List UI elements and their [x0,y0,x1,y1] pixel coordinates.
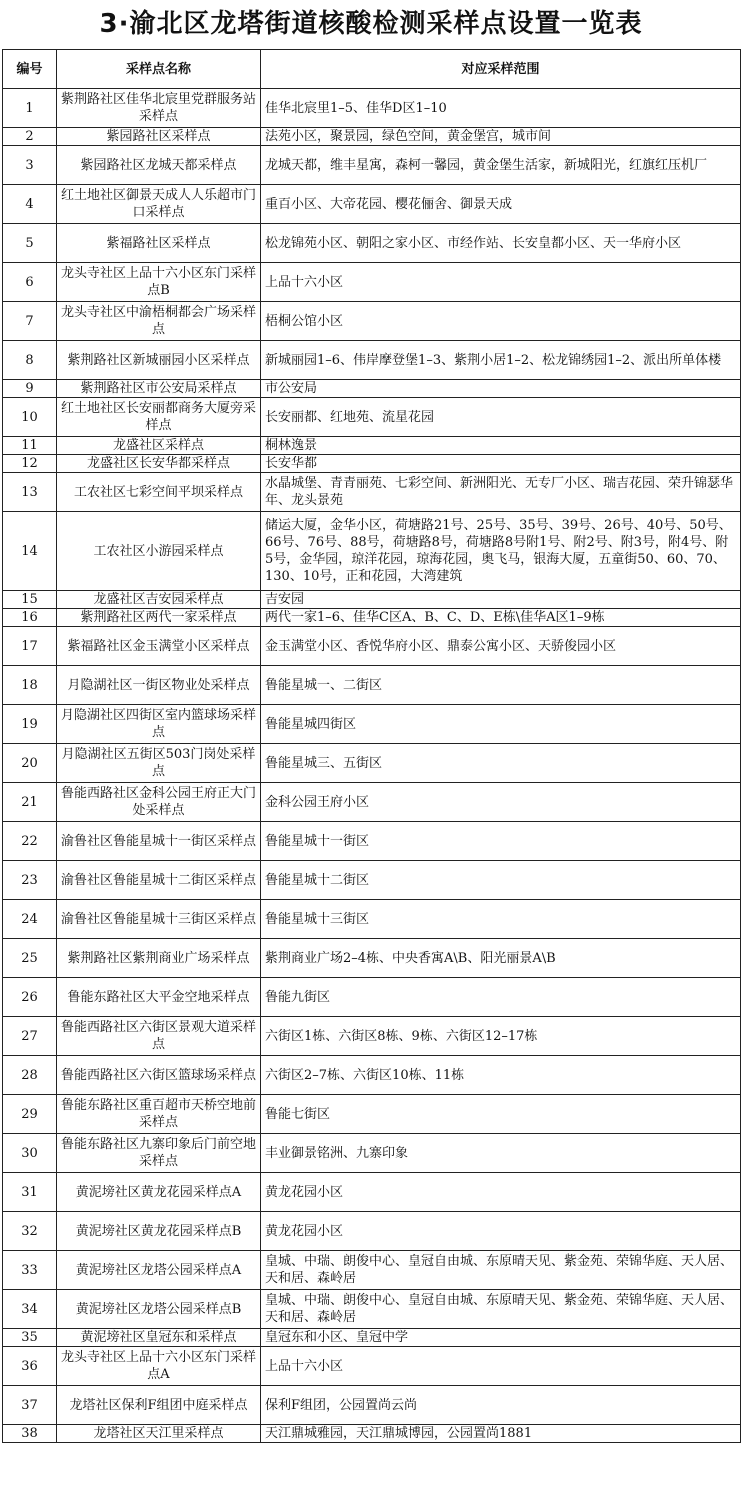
cell-site-name: 鲁能西路社区六街区篮球场采样点 [57,1056,261,1095]
cell-coverage-scope: 皇冠东和小区、皇冠中学 [261,1329,741,1347]
cell-coverage-scope: 鲁能七街区 [261,1095,741,1134]
table-row [3,263,741,302]
cell-coverage-scope: 长安华都 [261,455,741,473]
cell-number: 11 [3,437,57,455]
cell-coverage-scope: 水晶城堡、青青丽苑、七彩空间、新洲阳光、无专厂小区、瑞吉花园、荣升锦瑟华年、龙头景苑 [261,473,741,512]
table-row [3,627,741,666]
cell-coverage-scope: 新城丽园1–6、伟岸摩登堡1–3、紫荆小居1–2、松龙锦绣园1–2、派出所单体楼 [261,341,741,380]
cell-site-name: 紫荆路社区佳华北宸里党群服务站采样点 [57,89,261,128]
cell-site-name: 月隐湖社区四街区室内篮球场采样点 [57,705,261,744]
cell-site-name: 红土地社区御景天成人人乐超市门口采样点 [57,185,261,224]
cell-coverage-scope: 鲁能星城十一街区 [261,822,741,861]
cell-coverage-scope: 六街区2–7栋、六街区10栋、11栋 [261,1056,741,1095]
cell-site-name: 鲁能东路社区大平金空地采样点 [57,978,261,1017]
cell-number: 32 [3,1212,57,1251]
cell-number: 35 [3,1329,57,1347]
cell-site-name: 黄泥塝社区龙塔公园采样点B [57,1290,261,1329]
cell-number: 36 [3,1347,57,1386]
cell-coverage-scope: 松龙锦苑小区、朝阳之家小区、市经作站、长安皇都小区、天一华府小区 [261,224,741,263]
cell-site-name: 月隐湖社区一街区物业处采样点 [57,666,261,705]
cell-number: 27 [3,1017,57,1056]
table-row [3,939,741,978]
table-row [3,783,741,822]
cell-number: 10 [3,398,57,437]
cell-number: 21 [3,783,57,822]
cell-site-name: 龙盛社区吉安园采样点 [57,591,261,609]
cell-number: 26 [3,978,57,1017]
cell-number: 19 [3,705,57,744]
cell-number: 28 [3,1056,57,1095]
table-row [3,302,741,341]
cell-site-name: 黄泥塝社区龙塔公园采样点A [57,1251,261,1290]
cell-site-name: 紫福路社区金玉满堂小区采样点 [57,627,261,666]
table-row [3,1386,741,1425]
cell-number: 9 [3,380,57,398]
cell-coverage-scope: 鲁能星城三、五街区 [261,744,741,783]
cell-number: 7 [3,302,57,341]
cell-site-name: 龙盛社区长安华都采样点 [57,455,261,473]
cell-coverage-scope: 储运大厦，金华小区，荷塘路21号、25号、35号、39号、26号、40号、50号、66号、76号、88号，荷塘路8号，荷塘路8号附1号、附2号、附3号，附4号、附5号，金华园，琼洋花园，琼海花园，奥飞马，银海大厦，五童街50、60、70、130、10号，正和花园，大湾建筑 [261,512,741,591]
table-row [3,1095,741,1134]
table-row [3,666,741,705]
cell-site-name: 鲁能西路社区六街区景观大道采样点 [57,1017,261,1056]
cell-number: 15 [3,591,57,609]
cell-coverage-scope: 梧桐公馆小区 [261,302,741,341]
table-row [3,437,741,455]
table-row [3,185,741,224]
table-body [3,89,741,1443]
cell-coverage-scope: 保利F组团，公园置尚云尚 [261,1386,741,1425]
cell-number: 13 [3,473,57,512]
table-row [3,861,741,900]
table-row [3,705,741,744]
cell-site-name: 鲁能东路社区九寨印象后门前空地采样点 [57,1134,261,1173]
table-row [3,1329,741,1347]
cell-site-name: 龙头寺社区上品十六小区东门采样点A [57,1347,261,1386]
table-row [3,380,741,398]
cell-coverage-scope: 金科公园王府小区 [261,783,741,822]
cell-site-name: 龙盛社区采样点 [57,437,261,455]
table-row [3,978,741,1017]
cell-site-name: 红土地社区长安丽都商务大厦旁采样点 [57,398,261,437]
cell-number: 3 [3,146,57,185]
cell-number: 25 [3,939,57,978]
cell-site-name: 紫荆路社区市公安局采样点 [57,380,261,398]
table-row [3,1134,741,1173]
cell-coverage-scope: 法苑小区，聚景园，绿色空间，黄金堡宫，城市间 [261,128,741,146]
cell-number: 31 [3,1173,57,1212]
table-row [3,1212,741,1251]
cell-coverage-scope: 上品十六小区 [261,263,741,302]
table-row [3,1425,741,1443]
cell-number: 38 [3,1425,57,1443]
cell-site-name: 黄泥塝社区黄龙花园采样点B [57,1212,261,1251]
table-row [3,128,741,146]
cell-coverage-scope: 鲁能星城十三街区 [261,900,741,939]
cell-site-name: 鲁能西路社区金科公园王府正大门处采样点 [57,783,261,822]
cell-number: 20 [3,744,57,783]
cell-coverage-scope: 吉安园 [261,591,741,609]
cell-site-name: 紫荆路社区紫荆商业广场采样点 [57,939,261,978]
cell-number: 16 [3,609,57,627]
cell-site-name: 紫荆路社区新城丽园小区采样点 [57,341,261,380]
cell-site-name: 渝鲁社区鲁能星城十一街区采样点 [57,822,261,861]
cell-coverage-scope: 两代一家1–6、佳华C区A、B、C、D、E栋\佳华A区1–9栋 [261,609,741,627]
table-row [3,512,741,591]
cell-number: 2 [3,128,57,146]
cell-site-name: 黄泥塝社区黄龙花园采样点A [57,1173,261,1212]
cell-number: 8 [3,341,57,380]
cell-number: 30 [3,1134,57,1173]
table-row [3,1347,741,1386]
table-row [3,1251,741,1290]
table-row [3,591,741,609]
table-header-row [3,50,741,89]
cell-coverage-scope: 丰业御景铭洲、九寨印象 [261,1134,741,1173]
table-row [3,224,741,263]
cell-coverage-scope: 鲁能星城一、二街区 [261,666,741,705]
cell-site-name: 紫福路社区采样点 [57,224,261,263]
cell-number: 24 [3,900,57,939]
cell-coverage-scope: 皇城、中瑞、朗俊中心、皇冠自由城、东原晴天见、紫金苑、荣锦华庭、天人居、天和居、森岭居 [261,1290,741,1329]
cell-coverage-scope: 上品十六小区 [261,1347,741,1386]
cell-coverage-scope: 天江鼎城雅园，天江鼎城博园，公园置尚1881 [261,1425,741,1443]
header-site-name: 采样点名称 [57,50,261,89]
cell-site-name: 鲁能东路社区重百超市天桥空地前采样点 [57,1095,261,1134]
table-row [3,1290,741,1329]
table-row [3,455,741,473]
cell-coverage-scope: 黄龙花园小区 [261,1212,741,1251]
cell-site-name: 紫园路社区龙城天都采样点 [57,146,261,185]
cell-coverage-scope: 黄龙花园小区 [261,1173,741,1212]
header-coverage-scope: 对应采样范围 [261,50,741,89]
table-row [3,398,741,437]
cell-number: 4 [3,185,57,224]
cell-number: 12 [3,455,57,473]
header-number: 编号 [3,50,57,89]
cell-site-name: 龙头寺社区上品十六小区东门采样点B [57,263,261,302]
cell-site-name: 渝鲁社区鲁能星城十三街区采样点 [57,900,261,939]
cell-site-name: 渝鲁社区鲁能星城十二街区采样点 [57,861,261,900]
table-row [3,341,741,380]
cell-coverage-scope: 紫荆商业广场2–4栋、中央香寓A\B、阳光丽景A\B [261,939,741,978]
cell-site-name: 工农社区七彩空间平坝采样点 [57,473,261,512]
document-title: 3·渝北区龙塔街道核酸检测采样点设置一览表 [99,9,643,39]
table-row [3,89,741,128]
cell-coverage-scope: 龙城天都，维丰星寓，森柯一馨园，黄金堡生活家，新城阳光，红旗红压机厂 [261,146,741,185]
cell-number: 5 [3,224,57,263]
cell-coverage-scope: 桐林逸景 [261,437,741,455]
cell-site-name: 紫荆路社区两代一家采样点 [57,609,261,627]
table-row [3,1017,741,1056]
cell-number: 14 [3,512,57,591]
cell-site-name: 月隐湖社区五街区503门岗处采样点 [57,744,261,783]
table-row [3,609,741,627]
table-row [3,900,741,939]
table-row [3,1173,741,1212]
table-row [3,744,741,783]
cell-site-name: 工农社区小游园采样点 [57,512,261,591]
cell-coverage-scope: 重百小区、大帝花园、樱花俪舍、御景天成 [261,185,741,224]
cell-site-name: 黄泥塝社区皇冠东和采样点 [57,1329,261,1347]
cell-coverage-scope: 金玉满堂小区、香悦华府小区、鼎泰公寓小区、天骄俊园小区 [261,627,741,666]
cell-coverage-scope: 鲁能星城十二街区 [261,861,741,900]
cell-coverage-scope: 六街区1栋、六街区8栋、9栋、六街区12–17栋 [261,1017,741,1056]
cell-coverage-scope: 鲁能九街区 [261,978,741,1017]
table-row [3,822,741,861]
cell-site-name: 龙头寺社区中渝梧桐都会广场采样点 [57,302,261,341]
cell-site-name: 紫园路社区采样点 [57,128,261,146]
cell-number: 18 [3,666,57,705]
cell-number: 29 [3,1095,57,1134]
cell-number: 17 [3,627,57,666]
cell-site-name: 龙塔社区天江里采样点 [57,1425,261,1443]
cell-number: 37 [3,1386,57,1425]
table-row [3,1056,741,1095]
cell-number: 34 [3,1290,57,1329]
cell-site-name: 龙塔社区保利F组团中庭采样点 [57,1386,261,1425]
cell-number: 1 [3,89,57,128]
table-row [3,146,741,185]
cell-number: 23 [3,861,57,900]
sampling-sites-table [2,49,741,1443]
cell-number: 6 [3,263,57,302]
cell-coverage-scope: 鲁能星城四街区 [261,705,741,744]
table-row [3,473,741,512]
cell-coverage-scope: 市公安局 [261,380,741,398]
cell-coverage-scope: 长安丽都、红地苑、流星花园 [261,398,741,437]
cell-coverage-scope: 皇城、中瑞、朗俊中心、皇冠自由城、东原晴天见、紫金苑、荣锦华庭、天人居、天和居、森岭居 [261,1251,741,1290]
cell-coverage-scope: 佳华北宸里1–5、佳华D区1–10 [261,89,741,128]
cell-number: 22 [3,822,57,861]
cell-number: 33 [3,1251,57,1290]
